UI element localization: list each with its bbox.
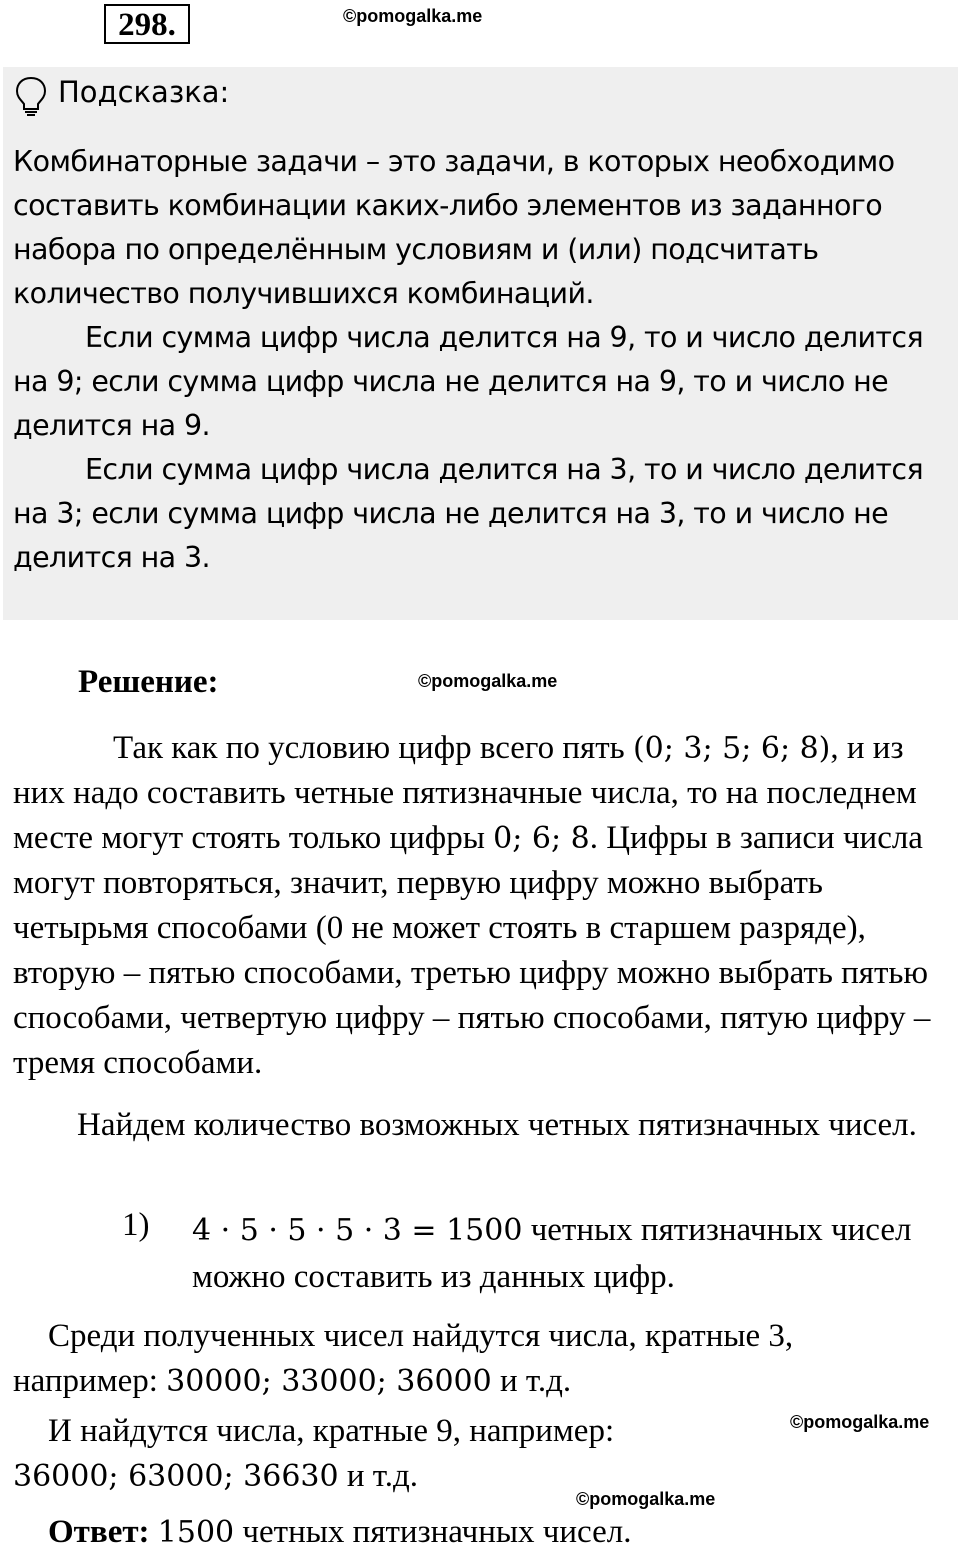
list-number: 1) (122, 1207, 150, 1243)
text: . Цифры в записи числа могут повторяться, значит, первую цифру можно выбрать четырьмя способами (0 не может стоять в старшем разряде), вторую – пятью способами, третью цифру можно выбрать пятью способами, четвертую цифру – пятью способами, пятую цифру – тремя способами. (13, 820, 931, 1081)
watermark: ©pomogalka.me (576, 1489, 716, 1509)
math: 4 · 5 · 5 · 5 · 3 = 1500 (192, 1213, 523, 1248)
hint-paragraph: Если сумма цифр числа делится на 3, то и число делится на 3; если сумма цифр числа не делится на 3, то и число не делится на 3. (13, 453, 924, 574)
answer (48, 1514, 631, 1551)
hint-title: Подсказка: (58, 75, 230, 109)
solution-paragraph-3 (13, 1314, 883, 1404)
task-number: 298. (104, 4, 190, 44)
solution-paragraph-1 (13, 726, 948, 1086)
text: Среди полученных чисел найдутся числа, кратные 3, например: (13, 1318, 794, 1399)
text: и т.д. (491, 1363, 572, 1399)
hint-paragraph: Если сумма цифр числа делится на 9, то и число делится на 9; если сумма цифр числа не делится на 9, то и число не делится на 9. (13, 321, 924, 442)
answer-label: Ответ: (48, 1514, 150, 1550)
math: (0; 3; 5; 6; 8) (632, 731, 831, 766)
text: Найдем количество возможных четных пятизначных чисел. (77, 1107, 917, 1143)
watermark: ©pomogalka.me (418, 671, 558, 691)
math: 30000; 33000; 36000 (166, 1364, 492, 1399)
hint-paragraph: Комбинаторные задачи – это задачи, в которых необходимо составить комбинации каких-либо элементов из заданного набора по определённым условиям и (или) подсчитать количество получившихся комбинаций. (13, 145, 895, 310)
text: , и из них надо составить четные пятизначные числа, то на последнем месте могут стоять только цифры (13, 730, 917, 856)
text: и т.д. (338, 1458, 418, 1494)
watermark: ©pomogalka.me (790, 1412, 930, 1432)
lightbulb-icon (14, 76, 48, 116)
math: 0; 6; 8 (493, 821, 590, 856)
math: 1500 (157, 1515, 235, 1550)
list-item (192, 1207, 952, 1300)
solution-paragraph-2 (13, 1103, 948, 1148)
solution-paragraph-4 (13, 1409, 713, 1499)
text: четных пятизначных чисел. (234, 1514, 632, 1550)
text: И найдутся числа, кратные 9, например: (48, 1413, 615, 1449)
text: четных пятизначных чисел можно составить из данных цифр. (192, 1212, 912, 1295)
hint-text (13, 140, 948, 580)
solution-title: Решение: (78, 664, 219, 700)
math: 36000; 63000; 36630 (13, 1459, 339, 1494)
text: Так как по условию цифр всего пять (113, 730, 633, 766)
watermark: ©pomogalka.me (343, 6, 483, 26)
